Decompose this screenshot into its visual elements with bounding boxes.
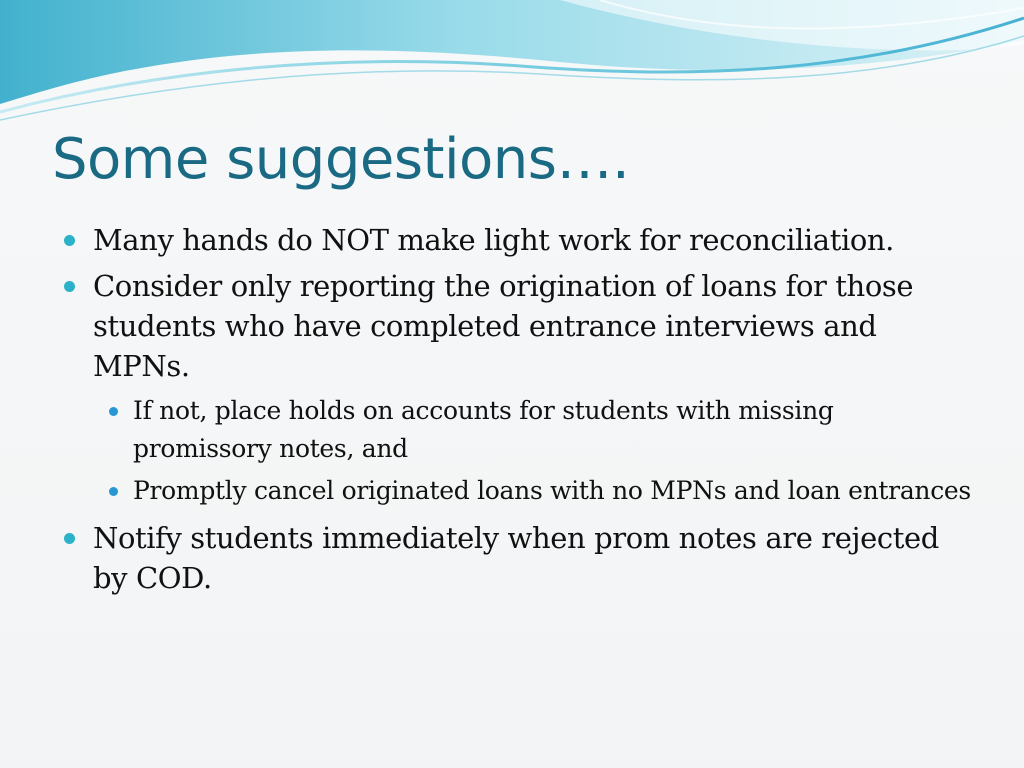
bullet-list <box>62 220 972 604</box>
bullet-item <box>62 220 972 260</box>
sub-bullet-list <box>106 392 972 510</box>
sub-bullet-text: Promptly cancel originated loans with no MPNs and loan entrances <box>133 476 971 505</box>
sub-bullet-dot-icon <box>109 487 118 496</box>
sub-bullet-text: If not, place holds on accounts for students with missing promissory notes, and <box>133 396 834 463</box>
bullet-dot-icon <box>64 533 75 544</box>
sub-bullet-item <box>106 392 972 468</box>
bullet-text: Consider only reporting the origination of loans for those students who have completed entrance interviews and MPNs. <box>93 269 914 383</box>
bullet-dot-icon <box>64 235 75 246</box>
bullet-item <box>62 518 972 598</box>
sub-bullet-item <box>106 472 972 510</box>
bullet-text: Notify students immediately when prom notes are rejected by COD. <box>93 521 939 595</box>
bullet-item <box>62 266 972 386</box>
bullet-dot-icon <box>64 281 75 292</box>
header-wave-decoration <box>0 0 1024 130</box>
slide-title: Some suggestions…. <box>52 127 630 192</box>
sub-bullet-dot-icon <box>109 407 118 416</box>
bullet-text: Many hands do NOT make light work for reconciliation. <box>93 223 894 257</box>
